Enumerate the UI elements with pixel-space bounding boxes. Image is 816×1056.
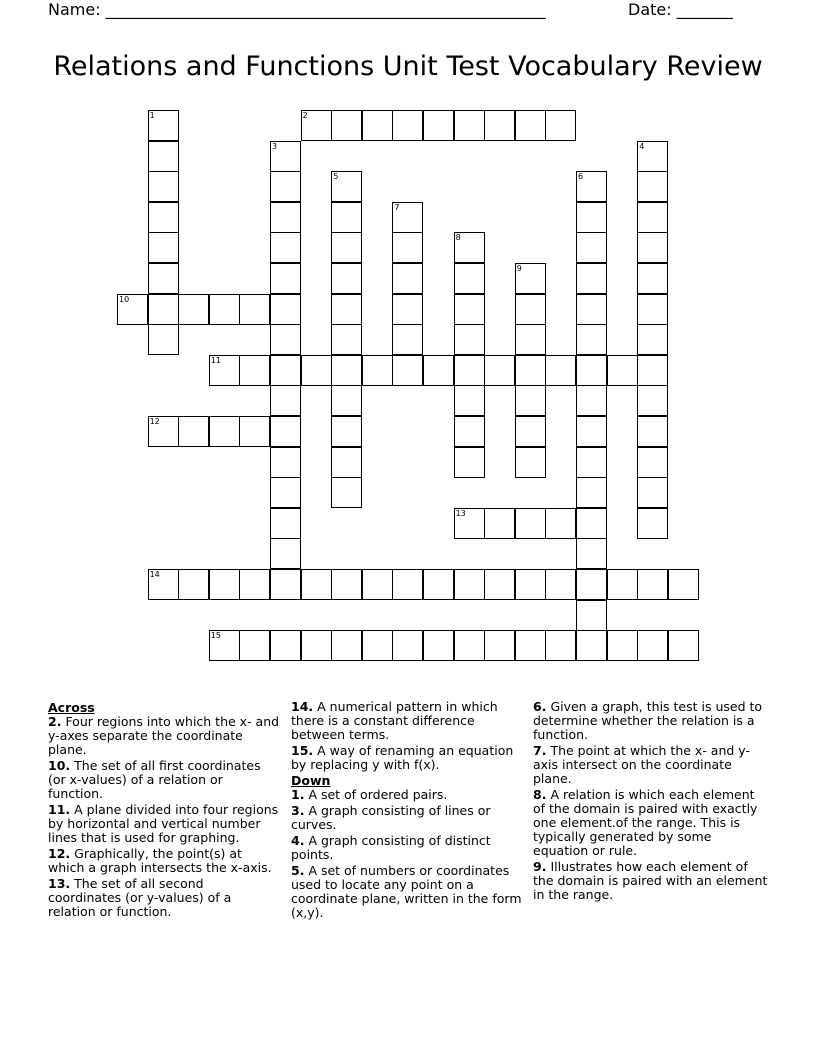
crossword-cell[interactable] — [576, 447, 607, 478]
crossword-cell[interactable] — [454, 294, 485, 325]
crossword-cell[interactable] — [637, 355, 668, 386]
clues-column-1 — [48, 700, 280, 921]
crossword-cell[interactable] — [454, 508, 485, 539]
down-clue-7: 7. The point at which the x- and y-axis intersect on the coordinate plane. — [533, 743, 750, 786]
crossword-cell[interactable] — [484, 630, 515, 661]
clue-number: 15 — [210, 631, 221, 641]
crossword-cell[interactable] — [331, 171, 362, 202]
crossword-cell[interactable] — [331, 294, 362, 325]
page-title: Relations and Functions Unit Test Vocabulary Review — [53, 51, 763, 82]
across-clue-12: 12. Graphically, the point(s) at which a graph intersects the x-axis. — [48, 846, 272, 875]
crossword-cell[interactable] — [515, 569, 546, 600]
clue-number: 5 — [333, 172, 339, 182]
crossword-cell[interactable] — [515, 385, 546, 416]
crossword-cell[interactable] — [362, 110, 393, 141]
crossword-cell[interactable] — [637, 569, 668, 600]
crossword-cell[interactable] — [270, 477, 301, 508]
crossword-cell[interactable] — [301, 355, 332, 386]
clue-number: 11 — [210, 355, 221, 365]
crossword-cell[interactable] — [362, 569, 393, 600]
crossword-cell[interactable] — [515, 416, 546, 447]
crossword-cell[interactable] — [331, 110, 362, 141]
crossword-cell[interactable] — [239, 630, 270, 661]
crossword-cell[interactable] — [576, 232, 607, 263]
crossword-cell[interactable] — [148, 171, 179, 202]
crossword-cell[interactable] — [239, 355, 270, 386]
crossword-cell[interactable] — [148, 569, 179, 600]
crossword-cell[interactable] — [362, 630, 393, 661]
crossword-cell[interactable] — [331, 477, 362, 508]
across-heading: Across — [48, 700, 95, 715]
clue-number: 2 — [302, 111, 308, 120]
crossword-cell[interactable] — [331, 232, 362, 263]
down-clue-8: 8. A relation is which each element of the domain is paired with exactly one element.of the range. This is typically generated by some equation or rule. — [533, 787, 758, 858]
crossword-cell[interactable] — [637, 630, 668, 661]
crossword-cell[interactable] — [607, 355, 638, 386]
crossword-cell[interactable] — [607, 569, 638, 600]
crossword-cell[interactable] — [576, 294, 607, 325]
date-field-label[interactable]: Date: _______ — [628, 0, 733, 19]
crossword-cell[interactable] — [270, 385, 301, 416]
crossword-cell[interactable] — [209, 355, 240, 386]
clue-number: 6 — [578, 172, 584, 182]
crossword-cell[interactable] — [637, 477, 668, 508]
crossword-cell[interactable] — [484, 569, 515, 600]
crossword-cell[interactable] — [454, 569, 485, 600]
crossword-cell[interactable] — [515, 324, 546, 355]
crossword-cell[interactable] — [362, 355, 393, 386]
down-heading: Down — [291, 773, 331, 788]
crossword-cell[interactable] — [454, 385, 485, 416]
crossword-cell[interactable] — [392, 324, 423, 355]
crossword-cell[interactable] — [392, 294, 423, 325]
crossword-cell[interactable] — [423, 569, 454, 600]
across-clue-2: 2. Four regions into which the x- and y-axes separate the coordinate plane. — [48, 714, 280, 757]
crossword-cell[interactable] — [454, 630, 485, 661]
clue-number: 14 — [149, 570, 160, 579]
crossword-cell[interactable] — [392, 263, 423, 294]
crossword-cell[interactable] — [484, 110, 515, 141]
crossword-cell[interactable] — [331, 630, 362, 661]
crossword-cell[interactable] — [301, 110, 332, 141]
down-clue-6: 6. Given a graph, this test is used to determine whether the relation is a function. — [533, 699, 763, 742]
crossword-cell[interactable] — [331, 263, 362, 294]
clue-number: 3 — [272, 141, 278, 151]
crossword-cell[interactable] — [576, 202, 607, 233]
crossword-cell[interactable] — [270, 141, 301, 172]
crossword-cell[interactable] — [148, 416, 179, 447]
crossword-cell[interactable] — [576, 355, 607, 386]
crossword-cell[interactable] — [637, 416, 668, 447]
crossword-cell[interactable] — [545, 508, 576, 539]
crossword-cell[interactable] — [515, 110, 546, 141]
crossword-cell[interactable] — [148, 324, 179, 355]
crossword-cell[interactable] — [270, 232, 301, 263]
crossword-cell[interactable] — [270, 538, 301, 569]
crossword-cell[interactable] — [148, 232, 179, 263]
crossword-cell[interactable] — [178, 294, 209, 325]
crossword-cell[interactable] — [637, 263, 668, 294]
crossword-cell[interactable] — [637, 171, 668, 202]
crossword-cell[interactable] — [392, 232, 423, 263]
crossword-cell[interactable] — [515, 447, 546, 478]
crossword-cell[interactable] — [270, 294, 301, 325]
clue-number: 8 — [455, 233, 461, 243]
crossword-cell[interactable] — [392, 110, 423, 141]
crossword-cell[interactable] — [331, 569, 362, 600]
crossword-cell[interactable] — [209, 630, 240, 661]
crossword-cell[interactable] — [576, 569, 607, 600]
crossword-cell[interactable] — [576, 630, 607, 661]
crossword-cell[interactable] — [454, 447, 485, 478]
crossword-cell[interactable] — [515, 355, 546, 386]
crossword-cell[interactable] — [607, 630, 638, 661]
across-clue-11: 11. A plane divided into four regions by horizontal and vertical number lines that is used for graphing. — [48, 802, 279, 845]
crossword-cell[interactable] — [576, 538, 607, 569]
crossword-cell[interactable] — [576, 385, 607, 416]
crossword-cell[interactable] — [301, 630, 332, 661]
crossword-cell[interactable] — [301, 569, 332, 600]
crossword-cell[interactable] — [331, 416, 362, 447]
crossword-cell[interactable] — [270, 171, 301, 202]
crossword-cell[interactable] — [392, 202, 423, 233]
crossword-cell[interactable] — [392, 355, 423, 386]
crossword-cell[interactable] — [178, 569, 209, 600]
crossword-cell[interactable] — [148, 110, 179, 141]
clue-number: 1 — [149, 111, 155, 120]
crossword-cell[interactable] — [576, 508, 607, 539]
crossword-cell[interactable] — [515, 263, 546, 294]
crossword-cell[interactable] — [270, 263, 301, 294]
clue-number: 12 — [149, 417, 160, 426]
crossword-cell[interactable] — [576, 324, 607, 355]
crossword-cell[interactable] — [148, 141, 179, 172]
clue-number: 4 — [639, 141, 645, 151]
crossword-cell[interactable] — [515, 508, 546, 539]
crossword-cell[interactable] — [668, 630, 699, 661]
clue-number: 13 — [455, 508, 466, 518]
crossword-cell[interactable] — [576, 171, 607, 202]
crossword-cell[interactable] — [454, 355, 485, 386]
down-clue-4: 4. A graph consisting of distinct points. — [291, 833, 491, 862]
crossword-cell[interactable] — [545, 355, 576, 386]
crossword-cell[interactable] — [515, 294, 546, 325]
crossword-cell[interactable] — [545, 569, 576, 600]
crossword-cell[interactable] — [637, 385, 668, 416]
crossword-cell[interactable] — [637, 202, 668, 233]
crossword-cell[interactable] — [270, 508, 301, 539]
crossword-cell[interactable] — [637, 447, 668, 478]
crossword-cell[interactable] — [209, 569, 240, 600]
crossword-cell[interactable] — [148, 263, 179, 294]
crossword-cell[interactable] — [239, 294, 270, 325]
crossword-cell[interactable] — [423, 110, 454, 141]
crossword-cell[interactable] — [454, 324, 485, 355]
crossword-cell[interactable] — [270, 416, 301, 447]
crossword-cell[interactable] — [331, 385, 362, 416]
down-clue-9: 9. Illustrates how each element of the domain is paired with an element in the range. — [533, 859, 768, 902]
crossword-cell[interactable] — [637, 508, 668, 539]
crossword-cell[interactable] — [209, 294, 240, 325]
crossword-cell[interactable] — [148, 294, 179, 325]
crossword-cell[interactable] — [454, 263, 485, 294]
crossword-cell[interactable] — [454, 416, 485, 447]
across-clue-15: 15. A way of renaming an equation by replacing y with f(x). — [291, 743, 514, 772]
crossword-cell[interactable] — [423, 355, 454, 386]
crossword-cell[interactable] — [637, 324, 668, 355]
clue-number: 10 — [119, 294, 130, 304]
crossword-cell[interactable] — [545, 110, 576, 141]
crossword-cell[interactable] — [239, 416, 270, 447]
crossword-cell[interactable] — [117, 294, 148, 325]
crossword-cell[interactable] — [576, 263, 607, 294]
crossword-cell[interactable] — [148, 202, 179, 233]
clue-number: 9 — [516, 264, 522, 273]
crossword-cell[interactable] — [392, 630, 423, 661]
crossword-cell[interactable] — [270, 447, 301, 478]
crossword-cell[interactable] — [668, 569, 699, 600]
across-clue-10: 10. The set of all first coordinates (or x-values) of a relation or function. — [48, 758, 261, 801]
crossword-cell[interactable] — [331, 324, 362, 355]
clues-column-3 — [533, 700, 769, 904]
crossword-cell[interactable] — [484, 508, 515, 539]
crossword-cell[interactable] — [331, 447, 362, 478]
crossword-cell[interactable] — [270, 355, 301, 386]
crossword-cell[interactable] — [178, 416, 209, 447]
crossword-cell[interactable] — [392, 569, 423, 600]
crossword-cell[interactable] — [576, 477, 607, 508]
crossword-cell[interactable] — [423, 630, 454, 661]
crossword-cell[interactable] — [270, 202, 301, 233]
crossword-cell[interactable] — [270, 630, 301, 661]
down-clue-5: 5. A set of numbers or coordinates used to locate any point on a coordinate plane, written in the form (x,y). — [291, 863, 522, 920]
crossword-cell[interactable] — [637, 294, 668, 325]
crossword-cell[interactable] — [515, 630, 546, 661]
clues-column-2 — [291, 700, 523, 922]
crossword-cell[interactable] — [331, 202, 362, 233]
crossword-cell[interactable] — [545, 630, 576, 661]
clue-number: 7 — [394, 202, 400, 212]
down-clue-1: 1. A set of ordered pairs. — [291, 787, 448, 802]
crossword-cell[interactable] — [331, 355, 362, 386]
crossword-cell[interactable] — [239, 569, 270, 600]
crossword-cell[interactable] — [209, 416, 240, 447]
crossword-cell[interactable] — [454, 110, 485, 141]
crossword-cell[interactable] — [576, 600, 607, 631]
crossword-cell[interactable] — [454, 232, 485, 263]
crossword-cell[interactable] — [637, 232, 668, 263]
crossword-cell[interactable] — [270, 324, 301, 355]
crossword-cell[interactable] — [270, 569, 301, 600]
down-clue-3: 3. A graph consisting of lines or curves. — [291, 803, 491, 832]
crossword-cell[interactable] — [637, 141, 668, 172]
crossword-cell[interactable] — [576, 416, 607, 447]
across-clue-13: 13. The set of all second coordinates (or y-values) of a relation or function. — [48, 876, 232, 919]
across-clue-14: 14. A numerical pattern in which there is a constant difference between terms. — [291, 699, 498, 742]
name-field-label[interactable]: Name: _______________________________________________________ — [48, 0, 546, 19]
crossword-cell[interactable] — [484, 355, 515, 386]
